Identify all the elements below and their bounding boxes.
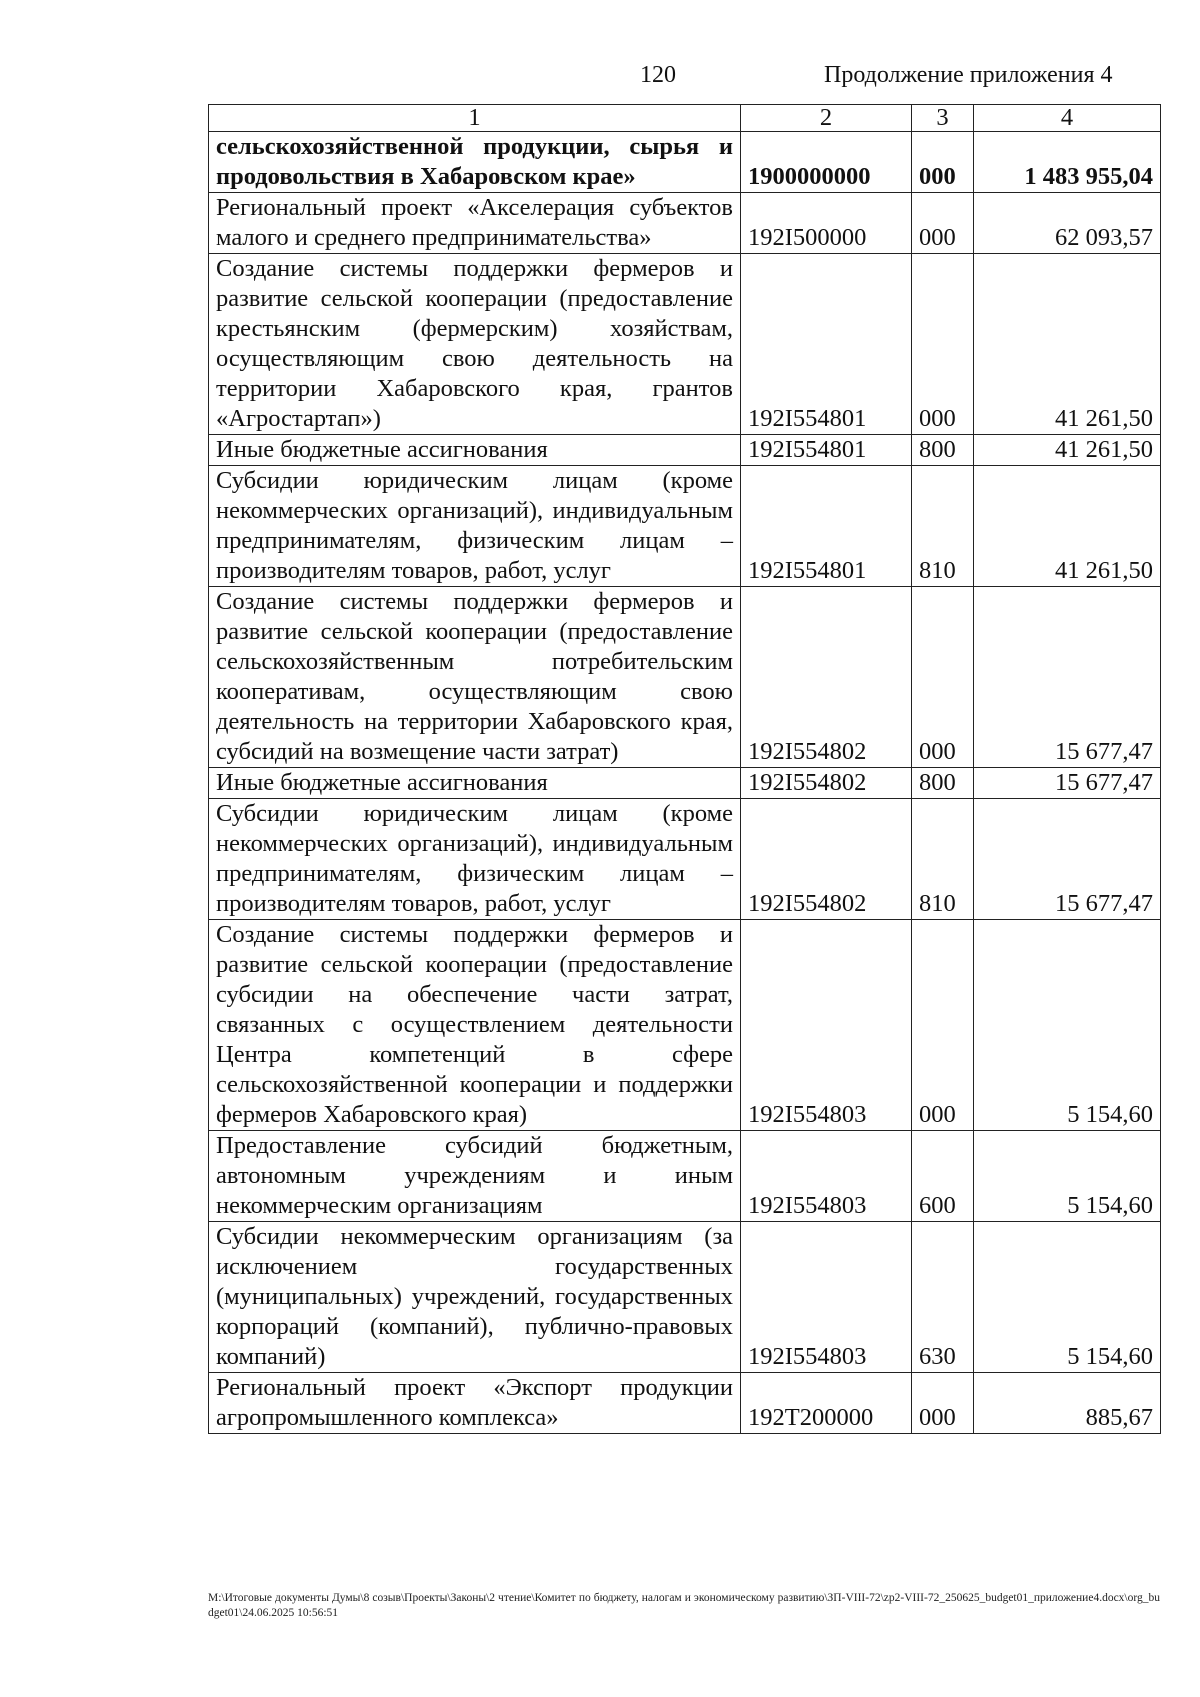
row-description: Создание системы поддержки фермеров и развитие сельской кооперации (предоставление сельскохозяйственным потребительским кооперативам, осуществляющим свою деятельность на территории Хабаровского края, субсидий на возмещение части затрат) bbox=[209, 587, 741, 768]
row-amount: 5 154,60 bbox=[974, 1222, 1161, 1373]
table-row bbox=[209, 587, 1161, 768]
row-expense-type: 000 bbox=[912, 1373, 974, 1434]
row-amount: 41 261,50 bbox=[974, 254, 1161, 435]
row-description: Региональный проект «Акселерация субъектов малого и среднего предпринимательства» bbox=[209, 193, 741, 254]
table-row bbox=[209, 193, 1161, 254]
column-header-3: 3 bbox=[912, 105, 974, 132]
table-row bbox=[209, 466, 1161, 587]
row-target-code: 192I554803 bbox=[741, 920, 912, 1131]
row-target-code: 1900000000 bbox=[741, 132, 912, 193]
table-row bbox=[209, 799, 1161, 920]
row-description: сельскохозяйственной продукции, сырья и продовольствия в Хабаровском крае» bbox=[209, 132, 741, 193]
row-target-code: 192I554801 bbox=[741, 435, 912, 466]
row-amount: 1 483 955,04 bbox=[974, 132, 1161, 193]
table-row bbox=[209, 435, 1161, 466]
row-amount: 62 093,57 bbox=[974, 193, 1161, 254]
table-row bbox=[209, 920, 1161, 1131]
row-target-code: 192I554802 bbox=[741, 799, 912, 920]
table-row bbox=[209, 1373, 1161, 1434]
budget-table bbox=[208, 104, 1161, 1434]
row-amount: 15 677,47 bbox=[974, 587, 1161, 768]
table-row bbox=[209, 1222, 1161, 1373]
row-target-code: 192I554801 bbox=[741, 466, 912, 587]
row-expense-type: 000 bbox=[912, 132, 974, 193]
row-expense-type: 000 bbox=[912, 587, 974, 768]
row-amount: 15 677,47 bbox=[974, 799, 1161, 920]
table-row bbox=[209, 254, 1161, 435]
row-expense-type: 000 bbox=[912, 254, 974, 435]
row-target-code: 192I500000 bbox=[741, 193, 912, 254]
row-description: Создание системы поддержки фермеров и развитие сельской кооперации (предоставление субсидии на обеспечение части затрат, связанных с осуществлением деятельности Центра компетенций в сфере сельскохозяйственной кооперации и поддержки фермеров Хабаровского края) bbox=[209, 920, 741, 1131]
row-description: Субсидии юридическим лицам (кроме некоммерческих организаций), индивидуальным предпринимателям, физическим лицам – производителям товаров, работ, услуг bbox=[209, 466, 741, 587]
row-target-code: 192I554803 bbox=[741, 1131, 912, 1222]
row-description: Субсидии некоммерческим организациям (за исключением государственных (муниципальных) учреждений, государственных корпораций (компаний), публично-правовых компаний) bbox=[209, 1222, 741, 1373]
row-expense-type: 800 bbox=[912, 435, 974, 466]
row-description: Иные бюджетные ассигнования bbox=[209, 435, 741, 466]
row-expense-type: 810 bbox=[912, 799, 974, 920]
row-expense-type: 810 bbox=[912, 466, 974, 587]
row-target-code: 192I554802 bbox=[741, 768, 912, 799]
column-header-4: 4 bbox=[974, 105, 1161, 132]
row-expense-type: 000 bbox=[912, 920, 974, 1131]
page-number: 120 bbox=[640, 62, 676, 88]
document-path-footer: M:\Итоговые документы Думы\8 созыв\Проекты\Законы\2 чтение\Комитет по бюджету, налогам и экономическому развитию\ЗП-VIII-72\zp2-VIII-72_250625_budget01_приложение4.docx\org_budget01\24.06.2025 10:56:51 bbox=[208, 1592, 1160, 1619]
table-row bbox=[209, 1131, 1161, 1222]
column-header-1: 1 bbox=[209, 105, 741, 132]
table-row bbox=[209, 132, 1161, 193]
row-target-code: 192I554803 bbox=[741, 1222, 912, 1373]
row-expense-type: 630 bbox=[912, 1222, 974, 1373]
row-amount: 5 154,60 bbox=[974, 920, 1161, 1131]
row-amount: 41 261,50 bbox=[974, 466, 1161, 587]
row-description: Субсидии юридическим лицам (кроме некоммерческих организаций), индивидуальным предпринимателям, физическим лицам – производителям товаров, работ, услуг bbox=[209, 799, 741, 920]
row-target-code: 192I554801 bbox=[741, 254, 912, 435]
row-amount: 5 154,60 bbox=[974, 1131, 1161, 1222]
table-row bbox=[209, 768, 1161, 799]
row-expense-type: 000 bbox=[912, 193, 974, 254]
row-description: Создание системы поддержки фермеров и развитие сельской кооперации (предоставление крестьянским (фермерским) хозяйствам, осуществляющим свою деятельность на территории Хабаровского края, грантов «Агростартап») bbox=[209, 254, 741, 435]
row-expense-type: 600 bbox=[912, 1131, 974, 1222]
row-amount: 41 261,50 bbox=[974, 435, 1161, 466]
row-target-code: 192I554802 bbox=[741, 587, 912, 768]
row-expense-type: 800 bbox=[912, 768, 974, 799]
row-target-code: 192T200000 bbox=[741, 1373, 912, 1434]
row-amount: 15 677,47 bbox=[974, 768, 1161, 799]
row-description: Региональный проект «Экспорт продукции агропромышленного комплекса» bbox=[209, 1373, 741, 1434]
row-description: Иные бюджетные ассигнования bbox=[209, 768, 741, 799]
appendix-continuation-label: Продолжение приложения 4 bbox=[824, 62, 1113, 88]
column-header-2: 2 bbox=[741, 105, 912, 132]
table-header-row bbox=[209, 105, 1161, 132]
row-amount: 885,67 bbox=[974, 1373, 1161, 1434]
row-description: Предоставление субсидий бюджетным, автономным учреждениям и иным некоммерческим организациям bbox=[209, 1131, 741, 1222]
